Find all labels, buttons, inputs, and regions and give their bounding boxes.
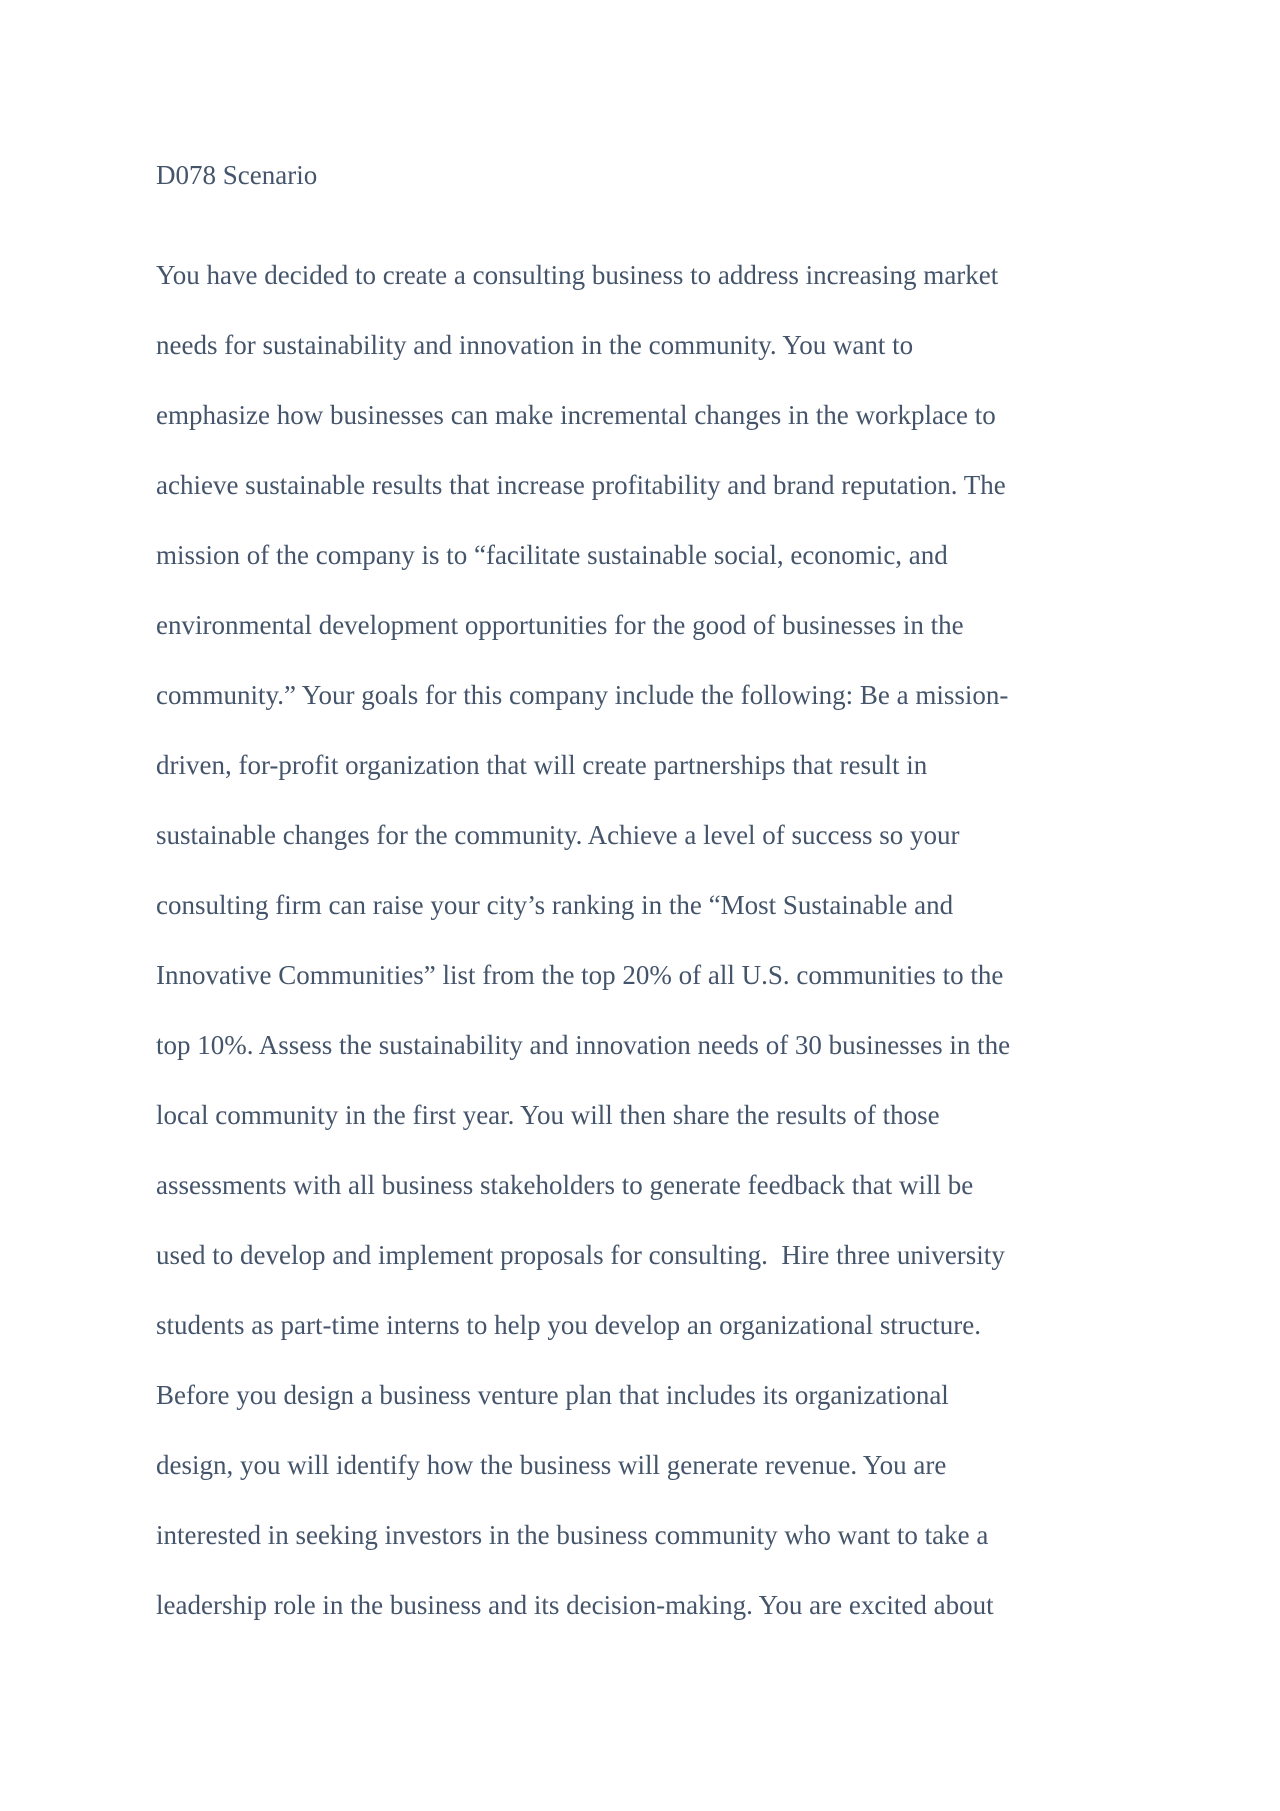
body-line: environmental development opportunities for the good of businesses in the (156, 610, 964, 640)
body-line: consulting firm can raise your city’s ranking in the “Most Sustainable and (156, 890, 954, 920)
body-line: used to develop and implement proposals for consulting. Hire three university (156, 1240, 1005, 1270)
body-line: driven, for-profit organization that will create partnerships that result in (156, 750, 928, 780)
body-line: You have decided to create a consulting business to address increasing market (156, 260, 999, 290)
document-title: D078 Scenario (156, 160, 318, 190)
document-body (156, 240, 1156, 1640)
body-line: community.” Your goals for this company include the following: Be a mission- (156, 680, 1009, 710)
body-line: local community in the first year. You will then share the results of those (156, 1100, 940, 1130)
body-line: design, you will identify how the business will generate revenue. You are (156, 1450, 947, 1480)
body-line: needs for sustainability and innovation in the community. You want to (156, 330, 914, 360)
body-line: Innovative Communities” list from the top 20% of all U.S. communities to the (156, 960, 1004, 990)
body-line: sustainable changes for the community. Achieve a level of success so your (156, 820, 960, 850)
body-line: leadership role in the business and its decision-making. You are excited about (156, 1590, 994, 1620)
body-line: emphasize how businesses can make incremental changes in the workplace to (156, 400, 996, 430)
body-line: top 10%. Assess the sustainability and innovation needs of 30 businesses in the (156, 1030, 1011, 1060)
body-line: Before you design a business venture plan that includes its organizational (156, 1380, 949, 1410)
body-line: interested in seeking investors in the business community who want to take a (156, 1520, 989, 1550)
body-line: achieve sustainable results that increase profitability and brand reputation. The (156, 470, 1006, 500)
body-line: students as part-time interns to help you develop an organizational structure. (156, 1310, 982, 1340)
body-line: assessments with all business stakeholders to generate feedback that will be (156, 1170, 974, 1200)
body-line: mission of the company is to “facilitate sustainable social, economic, and (156, 540, 948, 570)
